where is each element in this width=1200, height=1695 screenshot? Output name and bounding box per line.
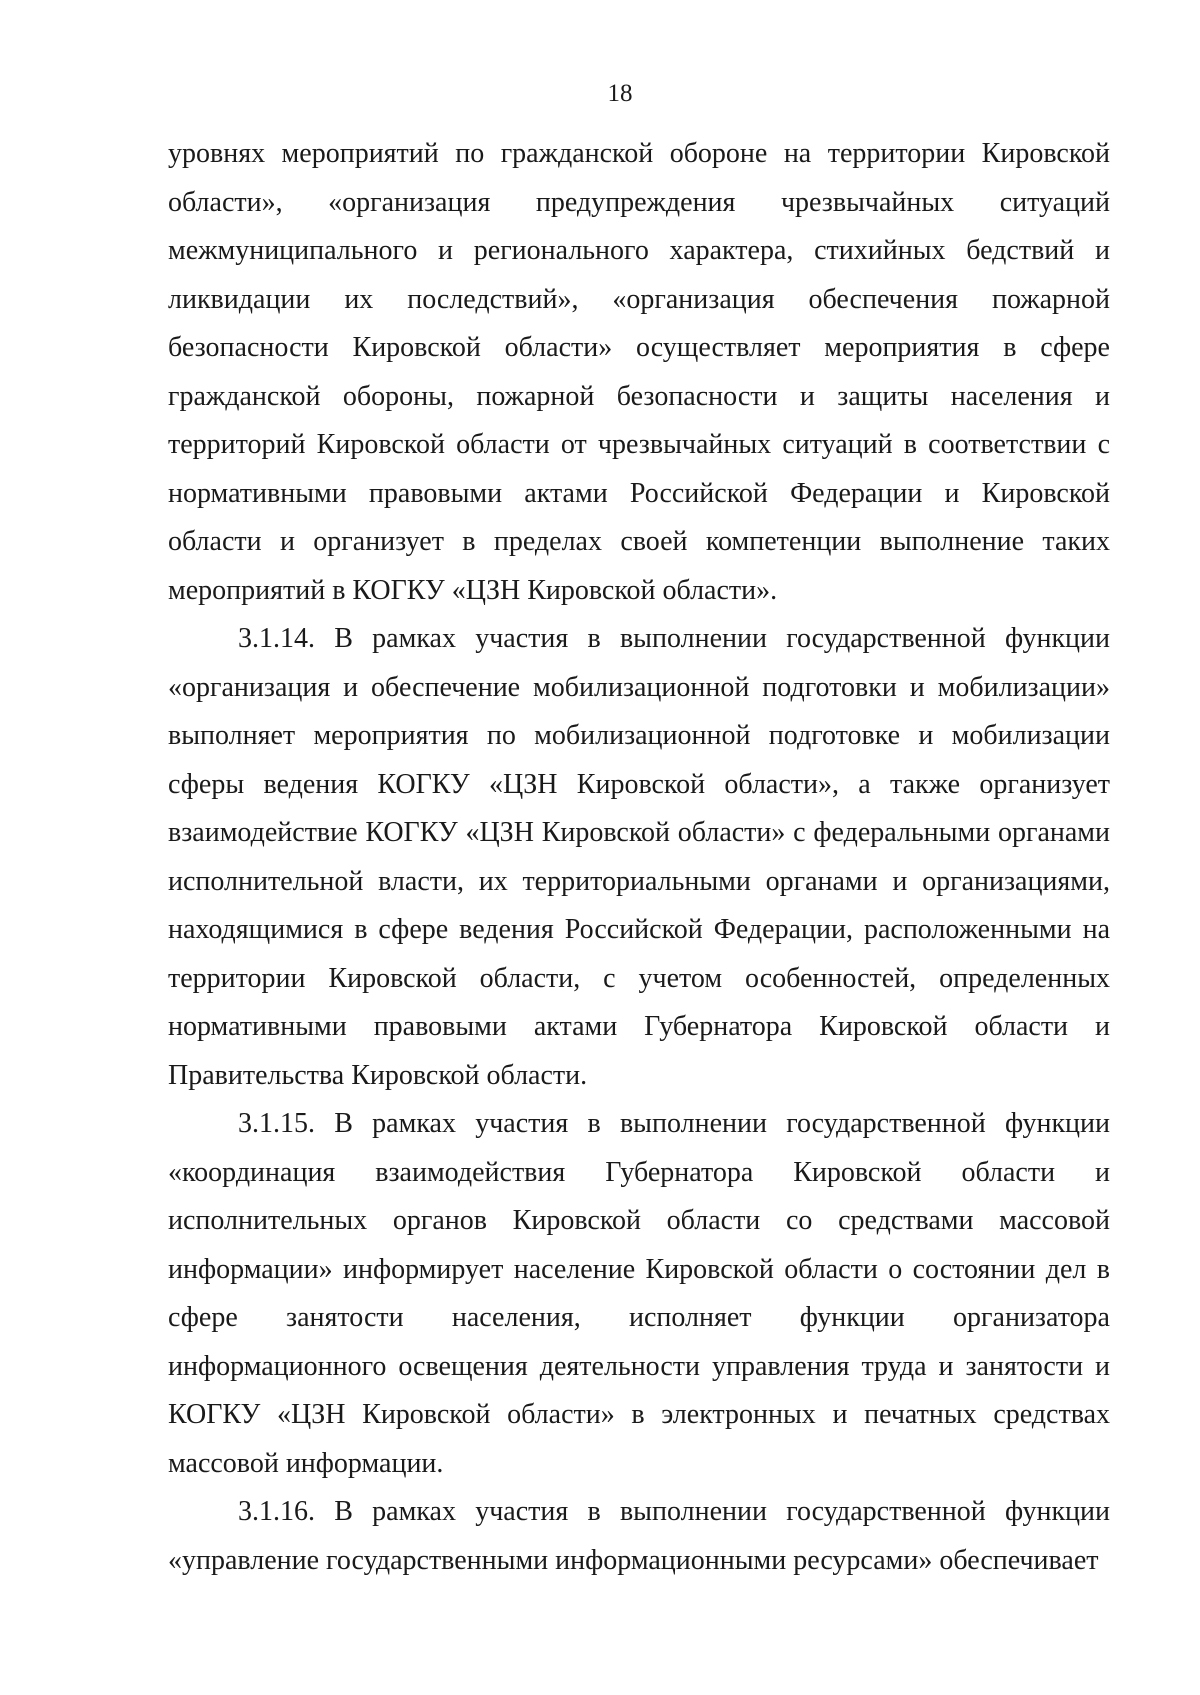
paragraph-continuation: уровнях мероприятий по гражданской обороне на территории Кировской области», «организация предупреждения чрезвычайных ситуаций межмуниципального и регионального характера, стихийных бедствий и ликвидации их последствий», «организация обеспечения пожарной безопасности Кировской области» осуществляет мероприятия в сфере гражданской обороны, пожарной безопасности и защиты населения и территорий Кировской области от чрезвычайных ситуаций в соответствии с нормативными правовыми актами Российской Федерации и Кировской области и организует в пределах своей компетенции выполнение таких мероприятий в КОГКУ «ЦЗН Кировской области».: [168, 138, 1110, 606]
body-text: [168, 130, 1110, 1585]
paragraph-3-1-16: 3.1.16. В рамках участия в выполнении государственной функции «управление государственными информационными ресурсами» обеспечивает: [168, 1496, 1110, 1576]
page-number: 18: [607, 80, 633, 107]
paragraph-3-1-14: 3.1.14. В рамках участия в выполнении государственной функции «организация и обеспечение мобилизационной подготовки и мобилизации» выполняет мероприятия по мобилизационной подготовке и мобилизации сферы ведения КОГКУ «ЦЗН Кировской области», а также организует взаимодействие КОГКУ «ЦЗН Кировской области» с федеральными органами исполнительной власти, их территориальными органами и организациями, находящимися в сфере ведения Российской Федерации, расположенными на территории Кировской области, с учетом особенностей, определенных нормативными правовыми актами Губернатора Кировской области и Правительства Кировской области.: [168, 623, 1110, 1091]
paragraph-3-1-15: 3.1.15. В рамках участия в выполнении государственной функции «координация взаимодействия Губернатора Кировской области и исполнительных органов Кировской области со средствами массовой информации» информирует население Кировской области о состоянии дел в сфере занятости населения, исполняет функции организатора информационного освещения деятельности управления труда и занятости и КОГКУ «ЦЗН Кировской области» в электронных и печатных средствах массовой информации.: [168, 1108, 1110, 1479]
